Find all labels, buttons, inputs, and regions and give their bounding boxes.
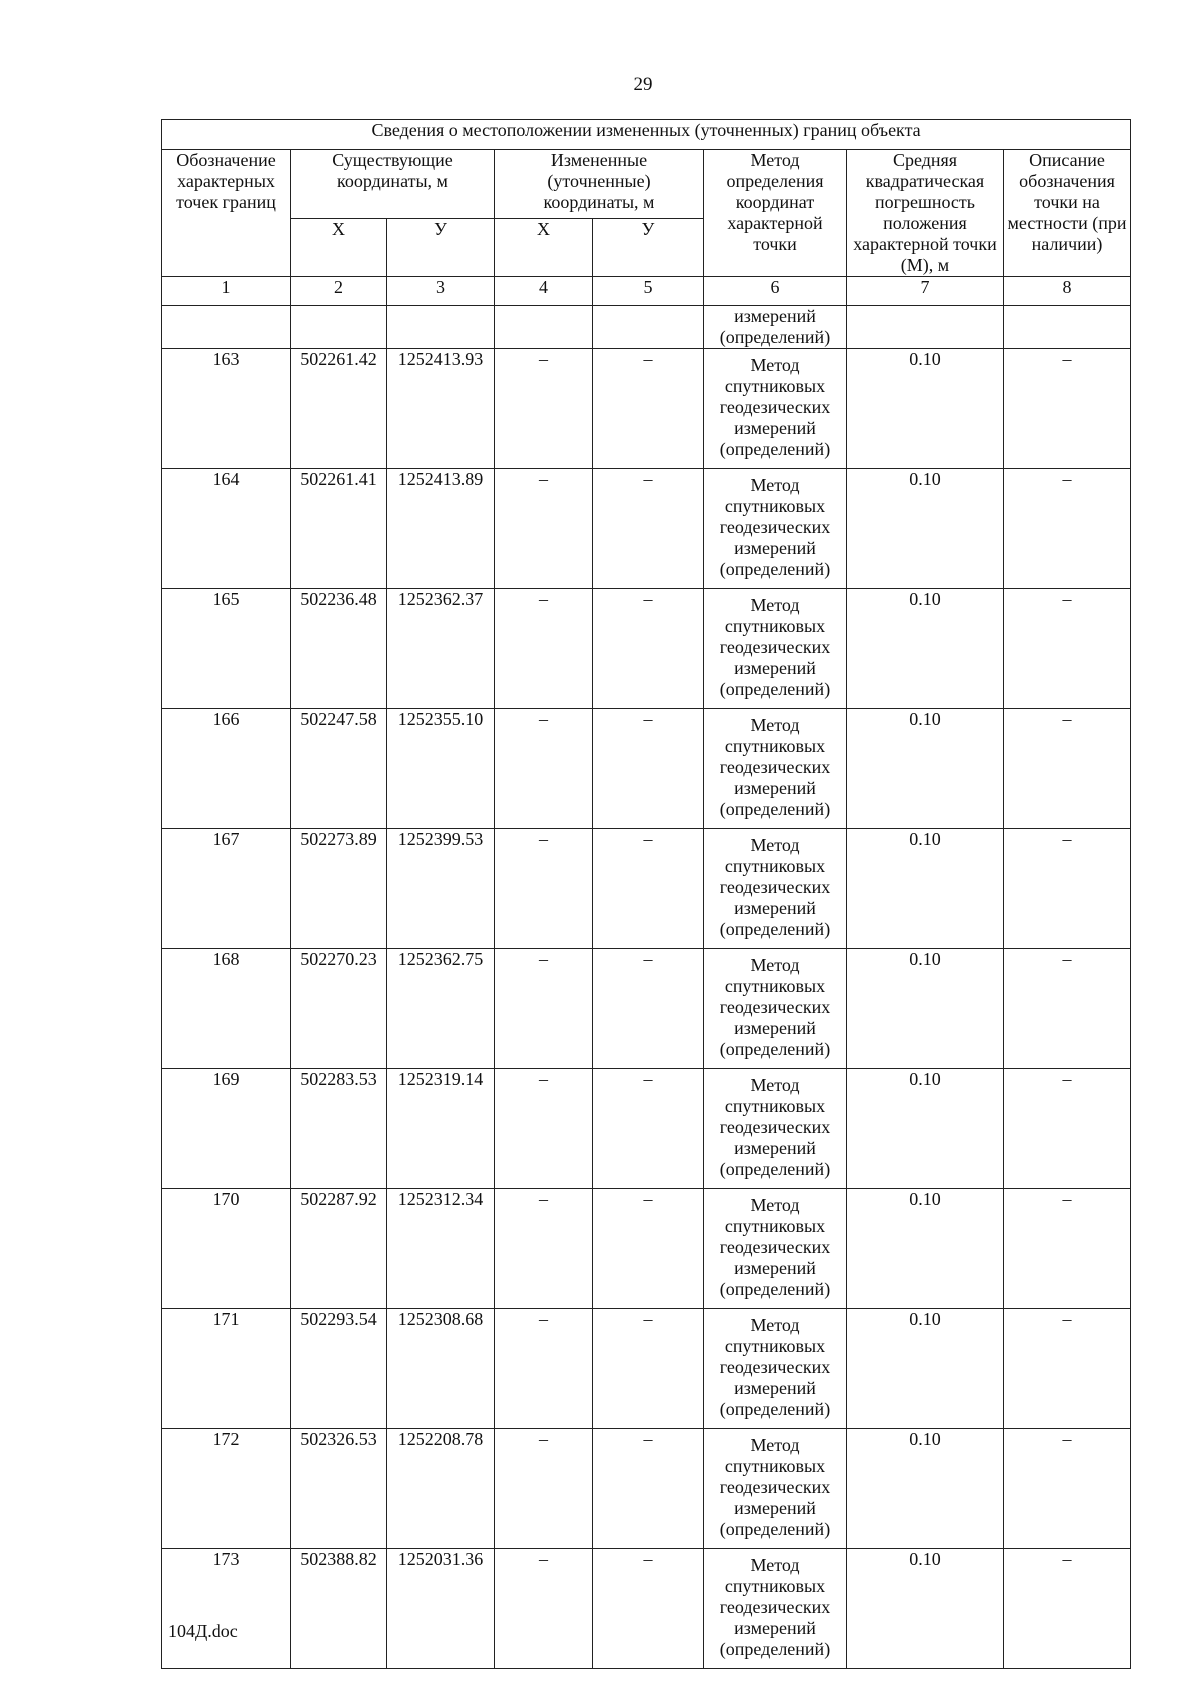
column-number: 4 <box>495 277 593 306</box>
changed-x-cell: – <box>495 1309 593 1429</box>
point-cell: 169 <box>162 1069 291 1189</box>
existing-y-cell: 1252208.78 <box>387 1429 495 1549</box>
point-cell: 164 <box>162 469 291 589</box>
method-cell: Метод спутниковых геодезических измерений (определений) <box>704 709 847 829</box>
method-cell: Метод спутниковых геодезических измерений (определений) <box>704 949 847 1069</box>
changed-x-cell: – <box>495 709 593 829</box>
mean-error-cell: 0.10 <box>847 1309 1004 1429</box>
point-cell: 172 <box>162 1429 291 1549</box>
changed-x-cell: – <box>495 1189 593 1309</box>
mean-error-cell: 0.10 <box>847 1189 1004 1309</box>
table-row <box>162 1069 1131 1189</box>
point-cell: 163 <box>162 349 291 469</box>
mean-error-cell: 0.10 <box>847 949 1004 1069</box>
changed-x-cell: – <box>495 349 593 469</box>
point-cell: 168 <box>162 949 291 1069</box>
description-cell: – <box>1004 1549 1131 1669</box>
footer-filename: 104Д.doc <box>168 1621 238 1641</box>
existing-y-cell: 1252413.89 <box>387 469 495 589</box>
existing-y-cell: 1252319.14 <box>387 1069 495 1189</box>
column-number: 1 <box>162 277 291 306</box>
existing-y-cell: 1252399.53 <box>387 829 495 949</box>
header-changed-coords: Измененные (уточненные) координаты, м <box>495 150 704 219</box>
table-title: Сведения о местоположении измененных (уточненных) границ объекта <box>162 120 1131 150</box>
header-existing-y: У <box>387 218 495 276</box>
table-row <box>162 829 1131 949</box>
point-cell: 173 <box>162 1549 291 1669</box>
point-cell: 165 <box>162 589 291 709</box>
changed-x-cell: – <box>495 1069 593 1189</box>
changed-y-cell: – <box>593 829 704 949</box>
existing-y-cell: 1252362.75 <box>387 949 495 1069</box>
header-point-designation: Обозначение характерных точек границ <box>162 150 291 277</box>
existing-y-cell: 1252312.34 <box>387 1189 495 1309</box>
changed-y-cell: – <box>593 1429 704 1549</box>
description-cell: – <box>1004 1429 1131 1549</box>
mean-error-cell: 0.10 <box>847 829 1004 949</box>
description-cell: – <box>1004 589 1131 709</box>
column-number: 6 <box>704 277 847 306</box>
column-number: 2 <box>291 277 387 306</box>
method-cell: Метод спутниковых геодезических измерений (определений) <box>704 1549 847 1669</box>
point-cell: 167 <box>162 829 291 949</box>
table-row <box>162 709 1131 829</box>
method-cell: Метод спутниковых геодезических измерений (определений) <box>704 469 847 589</box>
existing-y-cell: 1252355.10 <box>387 709 495 829</box>
description-cell: – <box>1004 1309 1131 1429</box>
column-number: 5 <box>593 277 704 306</box>
existing-x-cell: 502283.53 <box>291 1069 387 1189</box>
existing-x-cell: 502287.92 <box>291 1189 387 1309</box>
table-row <box>162 1189 1131 1309</box>
boundary-points-table <box>161 119 1131 1669</box>
changed-x-cell: – <box>495 1549 593 1669</box>
existing-x-cell: 502247.58 <box>291 709 387 829</box>
existing-x-cell: 502261.42 <box>291 349 387 469</box>
table-row <box>162 589 1131 709</box>
mean-error-cell: 0.10 <box>847 589 1004 709</box>
changed-y-cell: – <box>593 1309 704 1429</box>
point-cell: 166 <box>162 709 291 829</box>
method-cell: Метод спутниковых геодезических измерений (определений) <box>704 829 847 949</box>
mean-error-cell: 0.10 <box>847 469 1004 589</box>
description-cell: – <box>1004 349 1131 469</box>
method-cell: Метод спутниковых геодезических измерений (определений) <box>704 1309 847 1429</box>
changed-y-cell: – <box>593 589 704 709</box>
description-cell: – <box>1004 1189 1131 1309</box>
changed-x-cell: – <box>495 829 593 949</box>
existing-x-cell: 502261.41 <box>291 469 387 589</box>
changed-x-cell: – <box>495 1429 593 1549</box>
table-row <box>162 1429 1131 1549</box>
mean-error-cell: 0.10 <box>847 1429 1004 1549</box>
changed-y-cell: – <box>593 469 704 589</box>
existing-y-cell: 1252031.36 <box>387 1549 495 1669</box>
description-cell: – <box>1004 949 1131 1069</box>
changed-x-cell: – <box>495 589 593 709</box>
description-cell: – <box>1004 469 1131 589</box>
existing-x-cell: 502273.89 <box>291 829 387 949</box>
description-cell: – <box>1004 829 1131 949</box>
table-row <box>162 469 1131 589</box>
column-number: 3 <box>387 277 495 306</box>
continuation-method: измерений (определений) <box>704 306 847 349</box>
changed-y-cell: – <box>593 1549 704 1669</box>
method-cell: Метод спутниковых геодезических измерений (определений) <box>704 1429 847 1549</box>
existing-y-cell: 1252413.93 <box>387 349 495 469</box>
existing-x-cell: 502236.48 <box>291 589 387 709</box>
changed-y-cell: – <box>593 1189 704 1309</box>
existing-x-cell: 502326.53 <box>291 1429 387 1549</box>
method-cell: Метод спутниковых геодезических измерений (определений) <box>704 1189 847 1309</box>
changed-y-cell: – <box>593 1069 704 1189</box>
existing-x-cell: 502270.23 <box>291 949 387 1069</box>
existing-x-cell: 502293.54 <box>291 1309 387 1429</box>
header-changed-x: Х <box>495 218 593 276</box>
header-existing-x: Х <box>291 218 387 276</box>
header-changed-y: У <box>593 218 704 276</box>
table-row <box>162 1309 1131 1429</box>
description-cell: – <box>1004 1069 1131 1189</box>
method-cell: Метод спутниковых геодезических измерений (определений) <box>704 1069 847 1189</box>
column-number: 8 <box>1004 277 1131 306</box>
method-cell: Метод спутниковых геодезических измерений (определений) <box>704 589 847 709</box>
changed-x-cell: – <box>495 469 593 589</box>
description-cell: – <box>1004 709 1131 829</box>
header-method: Метод определения координат характерной точки <box>704 150 847 277</box>
mean-error-cell: 0.10 <box>847 1069 1004 1189</box>
page-number: 29 <box>633 74 653 95</box>
header-description: Описание обозначения точки на местности (при наличии) <box>1004 150 1131 277</box>
changed-y-cell: – <box>593 349 704 469</box>
table-row <box>162 949 1131 1069</box>
existing-y-cell: 1252308.68 <box>387 1309 495 1429</box>
mean-error-cell: 0.10 <box>847 709 1004 829</box>
header-mean-error: Средняя квадратическая погрешность положения характерной точки (М), м <box>847 150 1004 277</box>
changed-y-cell: – <box>593 709 704 829</box>
table-row <box>162 1549 1131 1669</box>
existing-y-cell: 1252362.37 <box>387 589 495 709</box>
mean-error-cell: 0.10 <box>847 349 1004 469</box>
point-cell: 170 <box>162 1189 291 1309</box>
point-cell: 171 <box>162 1309 291 1429</box>
column-number: 7 <box>847 277 1004 306</box>
mean-error-cell: 0.10 <box>847 1549 1004 1669</box>
changed-y-cell: – <box>593 949 704 1069</box>
continuation-row <box>162 306 1131 349</box>
table-row <box>162 349 1131 469</box>
header-existing-coords: Существующие координаты, м <box>291 150 495 219</box>
changed-x-cell: – <box>495 949 593 1069</box>
method-cell: Метод спутниковых геодезических измерений (определений) <box>704 349 847 469</box>
existing-x-cell: 502388.82 <box>291 1549 387 1669</box>
